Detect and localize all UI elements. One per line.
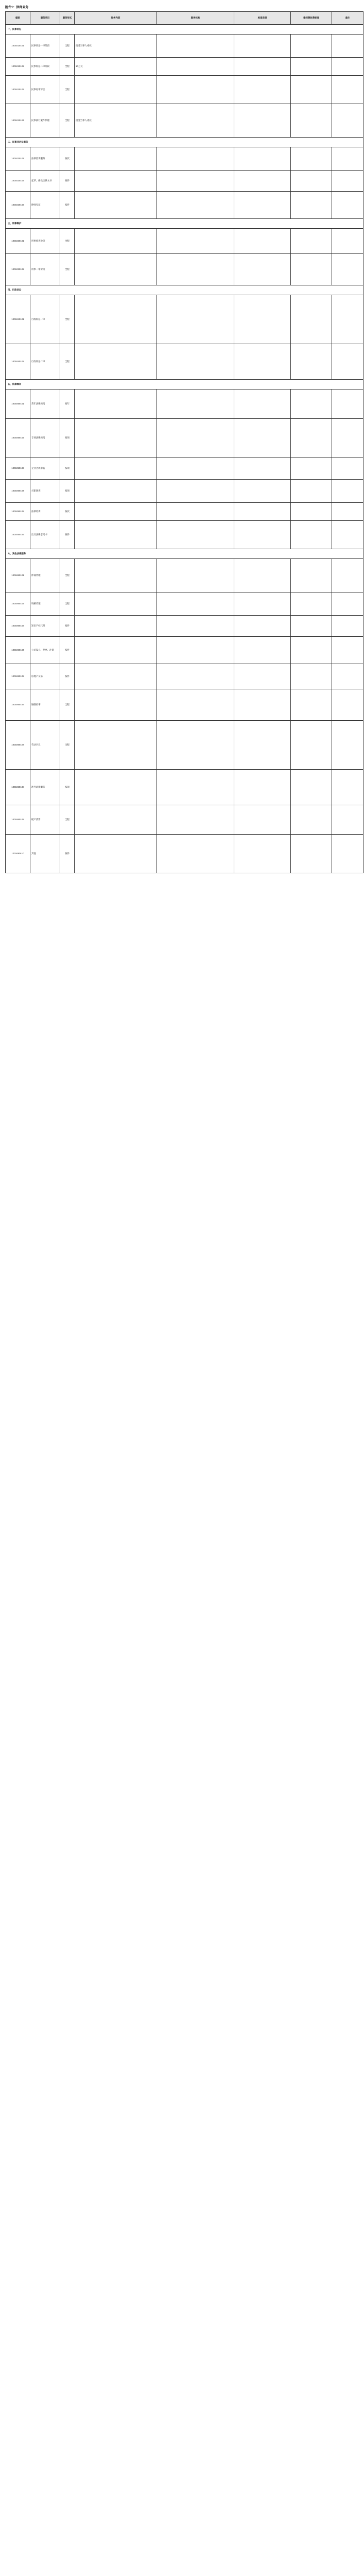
content-cell xyxy=(75,637,157,664)
standard-cell xyxy=(157,559,234,592)
description-cell xyxy=(234,559,291,592)
fee-cell xyxy=(291,805,332,835)
form-cell: 全程 xyxy=(60,254,75,285)
content-cell xyxy=(75,521,157,549)
fee-cell xyxy=(291,389,332,419)
form-cell: 按件 xyxy=(60,192,75,219)
content-cell xyxy=(75,835,157,873)
standard-cell xyxy=(157,192,234,219)
table-row xyxy=(6,192,363,219)
note-cell xyxy=(332,171,363,192)
table-row xyxy=(6,835,363,873)
description-cell xyxy=(234,592,291,616)
form-cell: 全程 xyxy=(60,689,75,721)
code-cell: 1001060108 xyxy=(6,770,30,805)
note-cell xyxy=(332,457,363,480)
table-row xyxy=(6,805,363,835)
table-row xyxy=(6,721,363,770)
form-cell: 全程 xyxy=(60,721,75,770)
table-row xyxy=(6,770,363,805)
standard-cell xyxy=(157,637,234,664)
standard-cell xyxy=(157,457,234,480)
service-name-cell: 民事执行案件代理 xyxy=(30,104,60,138)
content-cell xyxy=(75,254,157,285)
form-cell: 按件 xyxy=(60,835,75,873)
content-cell: 10万元 xyxy=(75,58,157,76)
section-row xyxy=(6,549,363,559)
service-name-cell: 常年法律顾问 xyxy=(30,389,60,419)
content-cell xyxy=(75,503,157,521)
table-row xyxy=(6,171,363,192)
content-cell xyxy=(75,770,157,805)
header-cell: 编码 xyxy=(6,12,30,25)
form-cell: 按年 xyxy=(60,389,75,419)
service-name-cell: 行政诉讼一审 xyxy=(30,295,60,344)
fee-cell xyxy=(291,664,332,689)
code-cell: 1001010103 xyxy=(6,76,30,104)
note-cell xyxy=(332,229,363,254)
note-cell xyxy=(332,503,363,521)
service-name-cell: 律师见证 xyxy=(30,192,60,219)
fee-cell xyxy=(291,689,332,721)
service-name-cell: 涉外法律服务 xyxy=(30,770,60,805)
service-name-cell: 破产清算 xyxy=(30,805,60,835)
note-cell xyxy=(332,76,363,104)
description-cell xyxy=(234,295,291,344)
service-name-cell: 房地产交易 xyxy=(30,664,60,689)
fee-cell xyxy=(291,171,332,192)
code-cell: 1001050105 xyxy=(6,503,30,521)
service-name-cell: 法律培训 xyxy=(30,503,60,521)
fee-cell xyxy=(291,58,332,76)
content-cell xyxy=(75,480,157,503)
code-cell: 1001060110 xyxy=(6,835,30,873)
note-cell xyxy=(332,770,363,805)
description-cell xyxy=(234,616,291,637)
form-cell: 按项 xyxy=(60,457,75,480)
section-title: 四、行政诉讼 xyxy=(6,285,363,295)
form-cell: 按次 xyxy=(60,503,75,521)
standard-cell xyxy=(157,58,234,76)
table-row xyxy=(6,344,363,380)
service-name-cell: 民事诉讼二审阶段 xyxy=(30,58,60,76)
standard-cell xyxy=(157,35,234,58)
header-cell: 备注 xyxy=(332,12,363,25)
fee-cell xyxy=(291,344,332,380)
form-cell: 按件 xyxy=(60,664,75,689)
note-cell xyxy=(332,58,363,76)
form-cell: 按项 xyxy=(60,480,75,503)
fee-cell xyxy=(291,295,332,344)
fee-cell xyxy=(291,104,332,138)
code-cell: 1001050103 xyxy=(6,457,30,480)
note-cell xyxy=(332,689,363,721)
content-cell xyxy=(75,389,157,419)
table-row xyxy=(6,457,363,480)
table-row xyxy=(6,616,363,637)
table-row xyxy=(6,35,363,58)
description-cell xyxy=(234,770,291,805)
section-title: 一、民事诉讼 xyxy=(6,25,363,35)
form-cell: 全程 xyxy=(60,559,75,592)
note-cell xyxy=(332,295,363,344)
content-cell xyxy=(75,805,157,835)
standard-cell xyxy=(157,592,234,616)
section-row xyxy=(6,25,363,35)
fee-cell xyxy=(291,637,332,664)
description-cell xyxy=(234,171,291,192)
fee-cell xyxy=(291,835,332,873)
table-row xyxy=(6,419,363,457)
form-cell: 全程 xyxy=(60,805,75,835)
note-cell xyxy=(332,35,363,58)
description-cell xyxy=(234,192,291,219)
form-cell: 全程 xyxy=(60,592,75,616)
note-cell xyxy=(332,805,363,835)
code-cell: 1001060109 xyxy=(6,805,30,835)
service-name-cell: 行政诉讼二审 xyxy=(30,344,60,380)
standard-cell xyxy=(157,805,234,835)
content-cell xyxy=(75,76,157,104)
fee-cell xyxy=(291,503,332,521)
service-name-cell: 法律咨询服务 xyxy=(30,147,60,171)
form-cell: 全程 xyxy=(60,344,75,380)
header-cell: 标准说明 xyxy=(234,12,291,25)
standard-cell xyxy=(157,229,234,254)
header-cell: 服务形式 xyxy=(60,12,75,25)
service-name-cell: 起草、修改法律文书 xyxy=(30,171,60,192)
document xyxy=(0,0,364,873)
form-cell: 全程 xyxy=(60,229,75,254)
content-cell xyxy=(75,592,157,616)
fee-cell xyxy=(291,521,332,549)
description-cell xyxy=(234,689,291,721)
service-name-cell: 刑事侦查阶段 xyxy=(30,229,60,254)
content-cell xyxy=(75,295,157,344)
fee-cell xyxy=(291,559,332,592)
header-cell: 服务标准 xyxy=(157,12,234,25)
form-cell: 按次 xyxy=(60,147,75,171)
note-cell xyxy=(332,344,363,380)
content-cell xyxy=(75,419,157,457)
table-row xyxy=(6,689,363,721)
description-cell xyxy=(234,147,291,171)
code-cell: 1001010102 xyxy=(6,58,30,76)
service-name-cell: 专项法律顾问 xyxy=(30,419,60,457)
code-cell: 1001050104 xyxy=(6,480,30,503)
description-cell xyxy=(234,389,291,419)
code-cell: 1001010101 xyxy=(6,35,30,58)
content-cell xyxy=(75,664,157,689)
section-row xyxy=(6,138,363,147)
content-cell: 接受当事人委托 xyxy=(75,104,157,138)
fee-cell xyxy=(291,419,332,457)
table-row xyxy=(6,559,363,592)
standard-cell xyxy=(157,104,234,138)
fee-cell xyxy=(291,721,332,770)
standard-cell xyxy=(157,770,234,805)
service-name-cell: 其他 xyxy=(30,835,60,873)
table-row xyxy=(6,104,363,138)
table-header-row xyxy=(6,12,363,25)
form-cell: 全程 xyxy=(60,58,75,76)
note-cell xyxy=(332,480,363,503)
description-cell xyxy=(234,229,291,254)
code-cell: 1001030101 xyxy=(6,229,30,254)
description-cell xyxy=(234,457,291,480)
note-cell xyxy=(332,192,363,219)
table-row xyxy=(6,503,363,521)
document-title: 附件1：律师业务 xyxy=(5,6,29,9)
standard-cell xyxy=(157,147,234,171)
standard-cell xyxy=(157,171,234,192)
content-cell xyxy=(75,192,157,219)
description-cell xyxy=(234,58,291,76)
description-cell xyxy=(234,835,291,873)
fee-cell xyxy=(291,76,332,104)
section-title: 三、刑事辩护 xyxy=(6,219,363,229)
fee-cell xyxy=(291,254,332,285)
content-cell xyxy=(75,689,157,721)
code-cell: 1001050106 xyxy=(6,521,30,549)
description-cell xyxy=(234,76,291,104)
description-cell xyxy=(234,254,291,285)
note-cell xyxy=(332,559,363,592)
content-cell xyxy=(75,616,157,637)
service-name-cell: 企业合规审查 xyxy=(30,457,60,480)
content-cell xyxy=(75,457,157,480)
table-row xyxy=(6,389,363,419)
service-name-cell: 民事诉讼一审阶段 xyxy=(30,35,60,58)
code-cell: 1001050102 xyxy=(6,419,30,457)
fee-cell xyxy=(291,592,332,616)
standard-cell xyxy=(157,389,234,419)
code-cell: 1001060104 xyxy=(6,637,30,664)
note-cell xyxy=(332,664,363,689)
section-title: 二、民事非诉讼事务 xyxy=(6,138,363,147)
content-cell xyxy=(75,147,157,171)
content-cell xyxy=(75,229,157,254)
standard-cell xyxy=(157,76,234,104)
service-name-cell: 调解代理 xyxy=(30,592,60,616)
table-row xyxy=(6,295,363,344)
description-cell xyxy=(234,637,291,664)
header-cell: 律师费收费标准 xyxy=(291,12,332,25)
table-row xyxy=(6,637,363,664)
table-row xyxy=(6,254,363,285)
service-name-cell: 劳动争议 xyxy=(30,721,60,770)
table-row xyxy=(6,521,363,549)
code-cell: 1001060103 xyxy=(6,616,30,637)
content-cell xyxy=(75,171,157,192)
fee-cell xyxy=(291,147,332,171)
fee-cell xyxy=(291,35,332,58)
description-cell xyxy=(234,35,291,58)
standard-cell xyxy=(157,521,234,549)
form-cell: 按件 xyxy=(60,616,75,637)
section-row xyxy=(6,380,363,389)
description-cell xyxy=(234,344,291,380)
description-cell xyxy=(234,480,291,503)
table-row xyxy=(6,58,363,76)
code-cell: 1001040101 xyxy=(6,295,30,344)
table-row xyxy=(6,147,363,171)
service-name-cell: 刑事一审阶段 xyxy=(30,254,60,285)
content-cell xyxy=(75,344,157,380)
standard-cell xyxy=(157,835,234,873)
form-cell: 按件 xyxy=(60,521,75,549)
code-cell: 1001060106 xyxy=(6,689,30,721)
table-row xyxy=(6,229,363,254)
service-name-cell: 知识产权代理 xyxy=(30,616,60,637)
standard-cell xyxy=(157,295,234,344)
fee-cell xyxy=(291,616,332,637)
section-title: 五、法律顾问 xyxy=(6,380,363,389)
fee-cell xyxy=(291,192,332,219)
fee-cell xyxy=(291,770,332,805)
form-cell: 按件 xyxy=(60,171,75,192)
code-cell: 1001020101 xyxy=(6,147,30,171)
code-cell: 1001010104 xyxy=(6,104,30,138)
content-cell xyxy=(75,721,157,770)
standard-cell xyxy=(157,664,234,689)
note-cell xyxy=(332,521,363,549)
description-cell xyxy=(234,419,291,457)
header-cell: 服务项目 xyxy=(30,12,60,25)
code-cell: 1001060105 xyxy=(6,664,30,689)
service-name-cell: 仲裁代理 xyxy=(30,559,60,592)
description-cell xyxy=(234,104,291,138)
code-cell: 1001020103 xyxy=(6,192,30,219)
table-row xyxy=(6,592,363,616)
note-cell xyxy=(332,389,363,419)
note-cell xyxy=(332,419,363,457)
standard-cell xyxy=(157,616,234,637)
section-title: 六、其他法律服务 xyxy=(6,549,363,559)
standard-cell xyxy=(157,721,234,770)
standard-cell xyxy=(157,254,234,285)
note-cell xyxy=(332,592,363,616)
fee-cell xyxy=(291,229,332,254)
service-name-cell: 出具法律意见书 xyxy=(30,521,60,549)
standard-cell xyxy=(157,689,234,721)
table-body xyxy=(6,25,363,873)
table-row xyxy=(6,664,363,689)
form-cell: 全程 xyxy=(60,295,75,344)
code-cell: 1001060102 xyxy=(6,592,30,616)
code-cell: 1001040102 xyxy=(6,344,30,380)
form-cell: 全程 xyxy=(60,104,75,138)
note-cell xyxy=(332,254,363,285)
note-cell xyxy=(332,147,363,171)
header-cell: 服务内容 xyxy=(75,12,157,25)
note-cell xyxy=(332,104,363,138)
code-cell: 1001060101 xyxy=(6,559,30,592)
code-cell: 1001020102 xyxy=(6,171,30,192)
service-name-cell: 民事再审诉讼 xyxy=(30,76,60,104)
section-row xyxy=(6,285,363,295)
section-row xyxy=(6,219,363,229)
note-cell xyxy=(332,637,363,664)
code-cell: 1001030102 xyxy=(6,254,30,285)
description-cell xyxy=(234,521,291,549)
content-cell xyxy=(75,559,157,592)
form-cell: 全程 xyxy=(60,35,75,58)
description-cell xyxy=(234,664,291,689)
form-cell: 按件 xyxy=(60,637,75,664)
description-cell xyxy=(234,721,291,770)
description-cell xyxy=(234,805,291,835)
fee-table xyxy=(5,11,363,873)
standard-cell xyxy=(157,419,234,457)
standard-cell xyxy=(157,480,234,503)
code-cell: 1001060107 xyxy=(6,721,30,770)
note-cell xyxy=(332,616,363,637)
service-name-cell: 尽职调查 xyxy=(30,480,60,503)
fee-cell xyxy=(291,480,332,503)
standard-cell xyxy=(157,344,234,380)
form-cell: 按项 xyxy=(60,770,75,805)
note-cell xyxy=(332,835,363,873)
note-cell xyxy=(332,721,363,770)
table-row xyxy=(6,76,363,104)
code-cell: 1001050101 xyxy=(6,389,30,419)
content-cell: 接受当事人委托 xyxy=(75,35,157,58)
service-name-cell: 婚姻家事 xyxy=(30,689,60,721)
table-row xyxy=(6,480,363,503)
service-name-cell: 公司设立、变更、注销 xyxy=(30,637,60,664)
form-cell: 全程 xyxy=(60,76,75,104)
standard-cell xyxy=(157,503,234,521)
fee-cell xyxy=(291,457,332,480)
form-cell: 按项 xyxy=(60,419,75,457)
description-cell xyxy=(234,503,291,521)
